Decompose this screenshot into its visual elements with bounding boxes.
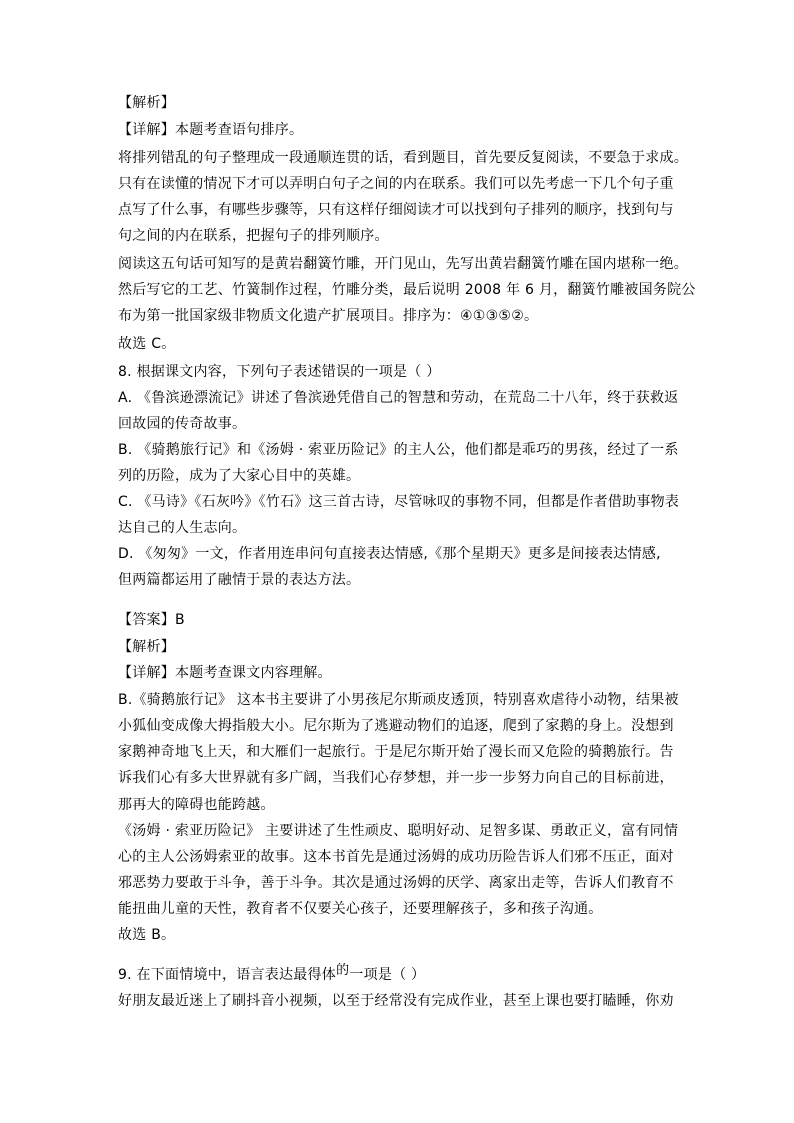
paragraph-line: 能扭曲儿童的天性，教育者不仅要关心孩子，还要理解孩子，多和孩子沟通。 [118, 901, 603, 917]
paragraph-line: 邪恶势力要敢于斗争，善于斗争。其次是通过汤姆的厌学、离家出走等，告诉人们教育不 [118, 875, 674, 891]
paragraph-line: 那再大的障碍也能跨越。 [118, 797, 275, 813]
section-heading-analysis: 【解析】 [118, 639, 175, 655]
section-heading-analysis: 【解析】 [118, 95, 175, 111]
option-b: B. 《骑鹅旅行记》和《汤姆 · 索亚历险记》的主人公，他们都是乖巧的男孩，经过了一系 [118, 442, 679, 458]
option-c-cont: 达自己的人生志向。 [118, 520, 247, 536]
option-c: C. 《马诗》《石灰吟》《竹石》这三首古诗，尽管咏叹的事物不同，但都是作者借助事物表 [118, 494, 680, 510]
detail-heading: 【详解】本题考查课文内容理解。 [118, 665, 332, 681]
question-9-body: 好朋友最近迷上了刷抖音小视频，以至于经常没有完成作业，甚至上课也要打瞌睡，你劝 [118, 993, 674, 1009]
paragraph-line: 点写了什么事，有哪些步骤等，只有这样仔细阅读才可以找到句子排列的顺序，找到句与 [118, 202, 674, 218]
question-9-text: 9. 在下面情境中，语言表达最得体 [118, 967, 337, 983]
paragraph-line: 句之间的内在联系，把握句子的排列顺序。 [118, 228, 389, 244]
paragraph-line: 布为第一批国家级非物质文化遗产扩展项目。排序为：④①③⑤②。 [118, 308, 539, 324]
answer-choice-line: 故选 C。 [118, 336, 176, 352]
option-d: D. 《匆匆》一文，作者用连串问句直接表达情感,《那个星期天》更多是间接表达情感, [118, 546, 661, 562]
paragraph-line: B.《骑鹅旅行记》 这本书主要讲了小男孩尼尔斯顽皮透顶，特别喜欢虐待小动物，结果被 [118, 692, 679, 708]
paragraph-line: 心的主人公汤姆索亚的故事。这本书首先是通过汤姆的成功历险告诉人们邪不压正，面对 [118, 849, 674, 865]
question-9 [118, 963, 426, 985]
paragraph-line: 《汤姆 · 索亚历险记》 主要讲述了生性顽皮、聪明好动、足智多谋、勇敢正义，富有同情 [118, 823, 679, 839]
paragraph-line: 然后写它的工艺、竹簧制作过程，竹雕分类，最后说明 2008 年 6 月，翻簧竹雕被国务院公 [118, 282, 696, 298]
option-a-cont: 回故园的传奇故事。 [118, 416, 247, 432]
option-d-cont: 但两篇都运用了融情于景的表达方法。 [118, 572, 361, 588]
question-9-raised-char: 的 [336, 963, 350, 978]
question-9-text-end: 一项是（ ） [349, 967, 426, 983]
answer-choice-line: 故选 B。 [118, 927, 176, 943]
option-a: A. 《鲁滨逊漂流记》讲述了鲁滨逊凭借自己的智慧和劳动，在荒岛二十八年，终于获救返 [118, 390, 679, 406]
paragraph-line: 阅读这五句话可知写的是黄岩翻簧竹雕，开门见山，先写出黄岩翻簧竹雕在国内堪称一绝。 [118, 256, 688, 272]
paragraph-line: 家鹅神奇地飞上天，和大雁们一起旅行。于是尼尔斯开始了漫长而又危险的骑鹅旅行。告 [118, 744, 674, 760]
detail-heading: 【详解】本题考查语句排序。 [118, 122, 304, 138]
paragraph-line: 只有在读懂的情况下才可以弄明白句子之间的内在联系。我们可以先考虑一下几个句子重 [118, 176, 674, 192]
option-b-cont: 列的历险，成为了大家心目中的英雄。 [118, 468, 361, 484]
paragraph-line: 小狐仙变成像大拇指般大小。尼尔斯为了逃避动物们的追逐，爬到了家鹅的身上。没想到 [118, 718, 674, 734]
answer-heading: 【答案】B [118, 612, 185, 628]
question-8: 8. 根据课文内容，下列句子表述错误的一项是（ ） [118, 364, 441, 380]
paragraph-line: 诉我们心有多大世界就有多广阔，当我们心存梦想，并一步一步努力向自己的目标前进， [118, 770, 674, 786]
paragraph-line: 将排列错乱的句子整理成一段通顺连贯的话，看到题目，首先要反复阅读，不要急于求成。 [118, 150, 688, 166]
